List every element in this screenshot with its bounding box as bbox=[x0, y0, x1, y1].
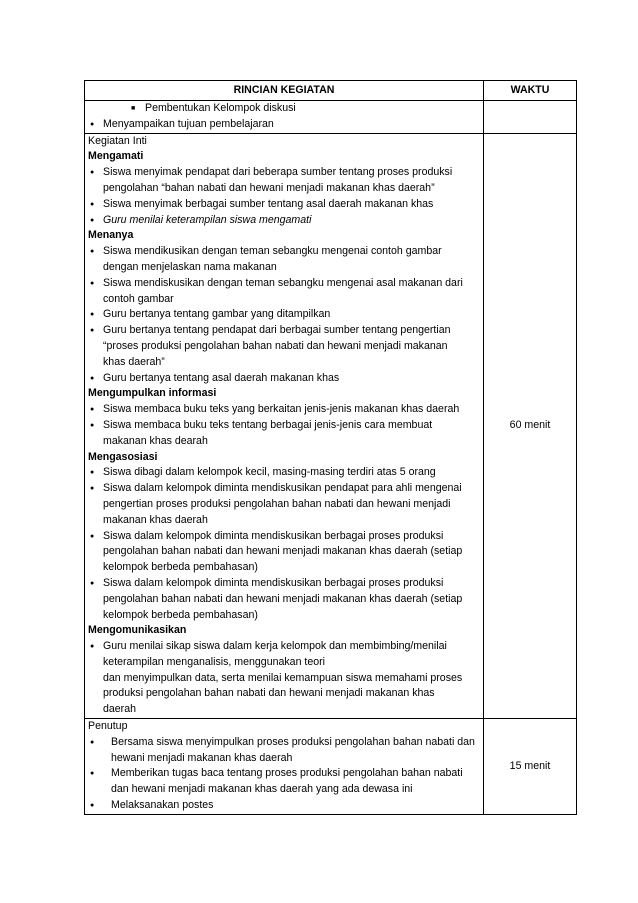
menanya-item-5: ● Guru bertanya tentang asal daerah makanan khas bbox=[88, 371, 483, 387]
mengamati-heading: Mengamati bbox=[88, 150, 144, 163]
activity-table bbox=[84, 80, 577, 815]
pendahuluan-cell bbox=[85, 101, 484, 134]
menanya-item-4: ● Guru bertanya tentang pendapat dari berbagai sumber tentang pengertian bbox=[88, 323, 483, 339]
kegiatan-inti-cell bbox=[85, 133, 484, 718]
header-waktu: WAKTU bbox=[484, 81, 577, 101]
mengasosiasi-item-3: ● Siswa dalam kelompok diminta mendiskusikan berbagai proses produksi bbox=[88, 529, 483, 545]
header-kegiatan: RINCIAN KEGIATAN bbox=[85, 81, 484, 101]
mengumpulkan-item-1: ● Siswa membaca buku teks yang berkaitan jenis-jenis makanan khas daerah bbox=[88, 402, 483, 418]
menanya-item-1-cont: dengan menjelaskan nama makanan bbox=[103, 260, 277, 273]
penutup-time: 15 menit bbox=[484, 719, 577, 815]
penutup-item-1: ● Bersama siswa menyimpulkan proses produksi pengolahan bahan nabati dan bbox=[88, 735, 483, 751]
mengomunikasikan-heading: Mengomunikasikan bbox=[88, 624, 187, 637]
table-header-row bbox=[85, 81, 577, 101]
menanya-item-2: ● Siswa mendiskusikan dengan teman sebangku mengenai asal makanan dari bbox=[88, 276, 483, 292]
menanya-item-4-cont-2: khas daerah” bbox=[103, 355, 165, 368]
kegiatan-inti-title: Kegiatan Inti bbox=[88, 134, 147, 147]
penutup-item-1-cont: hewani menjadi makanan khas daerah bbox=[111, 751, 293, 764]
mengomunikasikan-item-1-cont-4: daerah bbox=[103, 703, 136, 716]
mengumpulkan-item-2-cont: makanan khas dearah bbox=[103, 434, 208, 447]
mengasosiasi-item-3-cont: pengolahan bahan nabati dan hewani menjadi makanan khas daerah (setiap bbox=[103, 545, 463, 558]
pendahuluan-row bbox=[85, 101, 577, 134]
mengasosiasi-item-4-cont: pengolahan bahan nabati dan hewani menjadi makanan khas daerah (setiap bbox=[103, 592, 463, 605]
mengamati-item-1-cont: pengolahan “bahan nabati dan hewani menjadi makanan khas daerah” bbox=[103, 181, 435, 194]
kegiatan-inti-row bbox=[85, 133, 577, 718]
mengumpulkan-item-2: ● Siswa membaca buku teks tentang berbagai jenis-jenis cara membuat bbox=[88, 418, 483, 434]
mengasosiasi-item-2-cont-2: makanan khas daerah bbox=[103, 513, 208, 526]
mengasosiasi-item-4-cont-2: kelompok berbeda pembahasan) bbox=[103, 608, 258, 621]
penutup-title: Penutup bbox=[88, 720, 128, 733]
mengasosiasi-item-3-cont-2: kelompok berbeda pembahasan) bbox=[103, 561, 258, 574]
menanya-item-1: ● Siswa mendikusikan dengan teman sebangku mengenai contoh gambar bbox=[88, 244, 483, 260]
mengumpulkan-heading: Mengumpulkan informasi bbox=[88, 387, 217, 400]
mengasosiasi-item-2-cont: pengertian proses produksi pengolahan bahan nabati dan hewani menjadi bbox=[103, 497, 451, 510]
pendahuluan-square-item: ■ Pembentukan Kelompok diskusi bbox=[88, 101, 483, 117]
mengomunikasikan-item-1: ● Guru menilai sikap siswa dalam kerja kelompok dan membimbing/menilai bbox=[88, 639, 483, 655]
penutup-cell bbox=[85, 719, 484, 815]
mengasosiasi-item-2: ● Siswa dalam kelompok diminta mendiskusikan pendapat para ahli mengenai bbox=[88, 481, 483, 497]
pendahuluan-time-cell bbox=[484, 101, 577, 134]
penutup-item-3: ● Melaksanakan postes bbox=[88, 798, 483, 814]
menanya-heading: Menanya bbox=[88, 229, 134, 242]
menanya-item-3: ● Guru bertanya tentang gambar yang ditampilkan bbox=[88, 307, 483, 323]
menanya-item-4-cont: “proses produksi pengolahan bahan nabati dan hewani menjadi makanan bbox=[103, 339, 448, 352]
penutup-item-2-cont: dan hewani menjadi makanan khas daerah yang ada dewasa ini bbox=[111, 783, 413, 796]
mengasosiasi-item-1: ● Siswa dibagi dalam kelompok kecil, masing-masing terdiri atas 5 orang bbox=[88, 465, 483, 481]
mengamati-item-2: ● Siswa menyimak berbagai sumber tentang asal daerah makanan khas bbox=[88, 197, 483, 213]
mengomunikasikan-item-1-cont: keterampilan menganalisis, menggunakan teori bbox=[103, 655, 326, 668]
penutup-item-2: ● Memberikan tugas baca tentang proses produksi pengolahan bahan nabati bbox=[88, 766, 483, 782]
mengomunikasikan-item-1-cont-3: produksi pengolahan bahan nabati dan hewani menjadi makanan khas bbox=[103, 687, 435, 700]
kegiatan-inti-time: 60 menit bbox=[484, 133, 577, 718]
mengomunikasikan-item-1-cont-2: dan menyimpulkan data, serta menilai kemampuan siswa memahami proses bbox=[103, 671, 463, 684]
mengasosiasi-heading: Mengasosiasi bbox=[88, 450, 158, 463]
mengamati-item-1: ● Siswa menyimak pendapat dari beberapa sumber tentang proses produksi bbox=[88, 165, 483, 181]
mengasosiasi-item-4: ● Siswa dalam kelompok diminta mendiskusikan berbagai proses produksi bbox=[88, 576, 483, 592]
penutup-row bbox=[85, 719, 577, 815]
mengamati-item-3: ● Guru menilai keterampilan siswa mengamati bbox=[88, 213, 483, 229]
pendahuluan-bullet-item: ● Menyampaikan tujuan pembelajaran bbox=[88, 117, 483, 133]
menanya-item-2-cont: contoh gambar bbox=[103, 292, 174, 305]
